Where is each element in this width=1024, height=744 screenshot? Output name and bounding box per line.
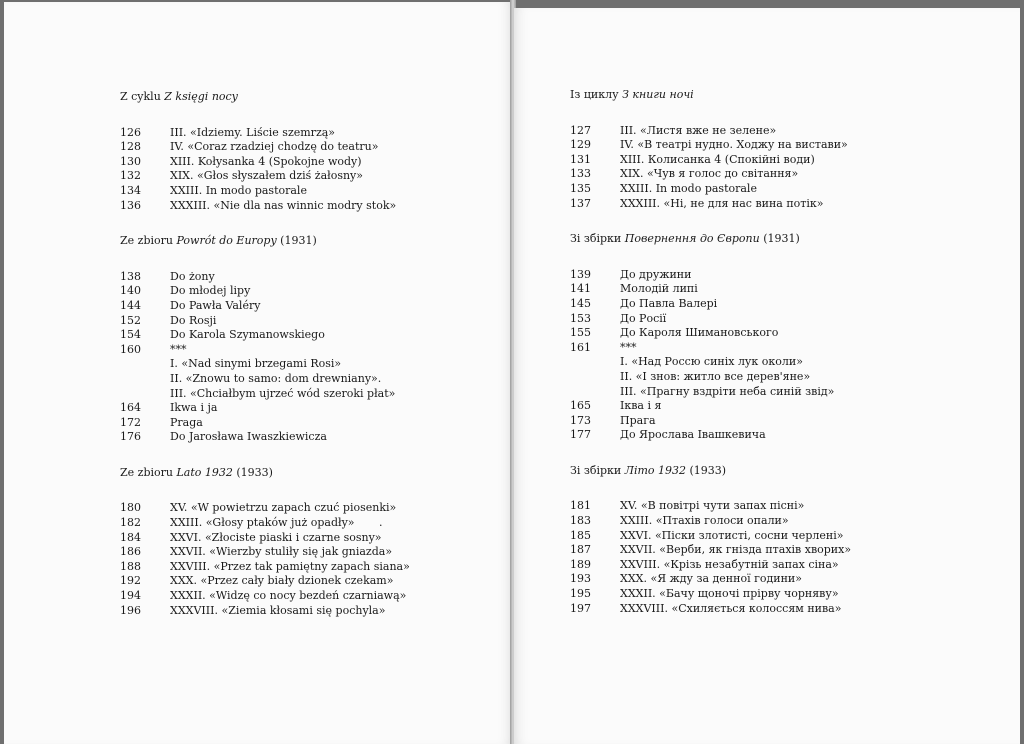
page-number: 155 [570, 326, 591, 340]
entry-title: II. «Znowu to samo: dom drewniany». [170, 371, 382, 385]
entry-title: XV. «W powietrzu zapach czuć piosenki» [170, 501, 397, 515]
toc-entry [570, 326, 851, 341]
entry-list [570, 499, 851, 616]
page-number [120, 357, 170, 372]
toc-entry [570, 529, 851, 544]
page-number [120, 372, 170, 387]
page-number: 139 [570, 267, 591, 281]
toc-entry [570, 543, 851, 558]
page-number: 176 [120, 430, 141, 444]
toc-entry [570, 399, 851, 414]
page-number [570, 355, 620, 370]
entry-title: XXXIII. «Ні, не для нас вина потік» [620, 196, 824, 210]
toc-entry [120, 270, 410, 285]
entry-title: XIX. «Głos słyszałem dziś żałosny» [170, 169, 363, 183]
entry-title: До Павла Валері [620, 296, 718, 310]
toc-entry [570, 124, 851, 139]
toc-entry [570, 182, 851, 197]
page-number: 172 [120, 415, 141, 429]
page-number: 187 [570, 543, 591, 557]
entry-title: Do żony [170, 269, 215, 283]
page-number: 137 [570, 196, 591, 210]
toc-entry [120, 155, 410, 170]
toc-entry [570, 558, 851, 573]
section-title: Ze zbioru Powrót do Europy (1931) [120, 234, 317, 248]
entry-title: До Ярослава Івашкевича [620, 428, 766, 442]
section-title: Ze zbioru Lato 1932 (1933) [120, 465, 273, 479]
toc-entry [120, 328, 410, 343]
entry-title: XXX. «Przez cały biały dzionek czekam» [170, 574, 394, 588]
section-title: Зі збірки Літо 1932 (1933) [570, 463, 727, 477]
page-number: 164 [120, 401, 141, 415]
toc-entry [120, 299, 410, 314]
toc-entry [570, 514, 851, 529]
entry-list [570, 268, 851, 443]
section-title: Z cyklu Z księgi nocy [120, 90, 238, 103]
toc-entry [570, 297, 851, 312]
page-number: 194 [120, 589, 141, 603]
page-number: 138 [120, 269, 141, 283]
entry-title: XXVI. «Złociste piaski i czarne sosny» [170, 530, 382, 544]
entry-title: XXVII. «Wierzby stuliły się jak gniazda» [170, 545, 393, 559]
entry-title: Молодій липі [620, 282, 698, 296]
toc-entry [570, 602, 851, 617]
entry-title: XXXII. «Widzę co nocy bezdeń czarniawą» [170, 589, 407, 603]
page-number: 144 [120, 298, 141, 312]
entry-title: III. «Chciałbym ujrzeć wód szeroki płat» [170, 386, 396, 400]
entry-list [120, 126, 410, 214]
entry-title: IV. «Coraz rzadziej chodzę do teatru» [170, 140, 379, 154]
entry-title: XXXVIII. «Схиляється колоссям нива» [620, 601, 842, 615]
toc-entry [120, 169, 410, 184]
entry-title: XXVIII. «Крізь незабутній запах сіна» [620, 557, 839, 571]
entry-title: XIII. Колисанка 4 (Спокійні води) [620, 152, 815, 166]
toc-entry [120, 357, 410, 372]
page-number: 129 [570, 138, 591, 152]
entry-title: XIII. Kołysanka 4 (Spokojne wody) [170, 154, 362, 168]
toc-entry [570, 370, 851, 385]
entry-title: До Росії [620, 311, 667, 325]
toc-entry [570, 341, 851, 356]
page-number: 165 [570, 399, 591, 413]
right-section-1 [570, 88, 851, 211]
entry-title: Do młodej lipy [170, 284, 251, 298]
entry-title: XXIII. «Głosy ptaków już opadły» . [170, 516, 383, 530]
toc-entry [120, 516, 410, 531]
page-number: 153 [570, 311, 591, 325]
entry-title: Do Rosji [170, 313, 217, 327]
page-number: 128 [120, 140, 141, 154]
entry-title: XXIII. In modo pastorale [170, 183, 307, 197]
entry-title: XXXII. «Бачу щоночі прірву чорняву» [620, 587, 839, 601]
toc-entry [120, 140, 410, 155]
page-number: 197 [570, 601, 591, 615]
entry-list [570, 124, 851, 212]
page-number: 141 [570, 282, 591, 296]
toc-entry [570, 138, 851, 153]
toc-entry [120, 199, 410, 214]
entry-title: XIX. «Чув я голос до світання» [620, 167, 799, 181]
page-number [570, 370, 620, 385]
entry-title: XXVII. «Верби, як гнізда птахів хворих» [620, 543, 852, 557]
entry-list [120, 501, 410, 618]
toc-entry [570, 499, 851, 514]
page-number: 183 [570, 514, 591, 528]
toc-entry [120, 314, 410, 329]
page-number: 135 [570, 181, 591, 195]
entry-title: Прага [620, 413, 656, 427]
entry-title: I. «Над Россю синіх лук околи» [620, 355, 803, 369]
entry-title: XXIII. «Птахів голоси опали» [620, 514, 789, 528]
toc-entry [570, 167, 851, 182]
toc-entry [570, 587, 851, 602]
page-number: 185 [570, 528, 591, 542]
entry-title: XXXVIII. «Ziemia kłosami się pochyla» [170, 603, 386, 617]
page-number: 161 [570, 340, 591, 354]
entry-title: Do Pawła Valéry [170, 298, 261, 312]
toc-entry [570, 428, 851, 443]
left-section-1 [120, 90, 410, 213]
page-number: 131 [570, 152, 591, 166]
toc-entry [120, 343, 410, 358]
entry-title: II. «І знов: житло все дерев'яне» [620, 369, 811, 383]
entry-title: XV. «В повітрі чути запах пісні» [620, 499, 805, 513]
page-number: 152 [120, 313, 141, 327]
toc-entry [570, 355, 851, 370]
page-number: 134 [120, 183, 141, 197]
page-number: 177 [570, 428, 591, 442]
page-number: 136 [120, 198, 141, 212]
entry-title: Do Karola Szymanowskiego [170, 328, 325, 342]
page-number: 130 [120, 154, 141, 168]
section-title: Зі збірки Повернення до Європи (1931) [570, 232, 800, 246]
toc-entry [570, 385, 851, 400]
page-number: 132 [120, 169, 141, 183]
toc-entry [120, 387, 410, 402]
page-number [570, 385, 620, 400]
right-section-2 [570, 232, 851, 443]
entry-title: XXVIII. «Przez tak pamiętny zapach siana» [170, 559, 410, 573]
entry-title: III. «Idziemy. Liście szemrzą» [170, 125, 336, 139]
page-number: 126 [120, 125, 141, 139]
page-number: 182 [120, 516, 141, 530]
toc-entry [120, 604, 410, 619]
entry-title: III. «Листя вже не зелене» [620, 123, 777, 137]
page-number: 133 [570, 167, 591, 181]
toc-entry [570, 572, 851, 587]
toc-entry [120, 560, 410, 575]
page-number: 145 [570, 296, 591, 310]
toc-entry [120, 126, 410, 141]
page-number: 180 [120, 501, 141, 515]
right-page [514, 8, 1020, 744]
page-number: 189 [570, 557, 591, 571]
entry-title: Ikwa i ja [170, 401, 218, 415]
entry-title: III. «Прагну вздріти неба синій звід» [620, 384, 835, 398]
toc-entry [570, 414, 851, 429]
toc-entry [120, 184, 410, 199]
toc-entry [120, 531, 410, 546]
page-number: 196 [120, 603, 141, 617]
toc-entry [120, 284, 410, 299]
toc-entry [120, 574, 410, 589]
entry-list [120, 270, 410, 445]
toc-entry [570, 153, 851, 168]
left-contents [120, 90, 410, 639]
toc-entry [120, 501, 410, 516]
entry-title: XXX. «Я жду за денної години» [620, 572, 802, 586]
left-section-3 [120, 466, 410, 618]
page-number: 173 [570, 413, 591, 427]
toc-entry [120, 545, 410, 560]
toc-entry [570, 268, 851, 283]
page-number: 186 [120, 545, 141, 559]
toc-entry [120, 589, 410, 604]
toc-entry [570, 312, 851, 327]
toc-entry [120, 416, 410, 431]
entry-title: До Кароля Шимановського [620, 326, 779, 340]
left-section-2 [120, 234, 410, 445]
page-number: 181 [570, 499, 591, 513]
section-title: Із циклу З книги ночі [570, 88, 694, 101]
entry-title: *** [170, 342, 187, 356]
entry-title: XXXIII. «Nie dla nas winnic modry stok» [170, 198, 397, 212]
entry-title: IV. «В театрі нудно. Ходжу на вистави» [620, 138, 848, 152]
page-number: 195 [570, 587, 591, 601]
right-contents [570, 88, 851, 637]
left-page [4, 2, 512, 744]
page-number: 154 [120, 328, 141, 342]
toc-entry [120, 430, 410, 445]
page-number: 192 [120, 574, 141, 588]
page-number: 188 [120, 559, 141, 573]
page-number [120, 387, 170, 402]
entry-title: Praga [170, 415, 203, 429]
entry-title: XXIII. In modo pastorale [620, 181, 757, 195]
entry-title: Do Jarosława Iwaszkiewicza [170, 430, 327, 444]
toc-entry [120, 372, 410, 387]
page-number: 127 [570, 123, 591, 137]
toc-entry [570, 282, 851, 297]
entry-title: I. «Nad sinymi brzegami Rosi» [170, 357, 342, 371]
toc-entry [120, 401, 410, 416]
right-section-3 [570, 464, 851, 616]
toc-entry [570, 197, 851, 212]
entry-title: XXVI. «Піски злотисті, сосни черлені» [620, 528, 844, 542]
entry-title: Іква і я [620, 399, 662, 413]
page-number: 160 [120, 342, 141, 356]
entry-title: До дружини [620, 267, 692, 281]
page-number: 140 [120, 284, 141, 298]
page-number: 193 [570, 572, 591, 586]
entry-title: *** [620, 340, 637, 354]
page-number: 184 [120, 530, 141, 544]
